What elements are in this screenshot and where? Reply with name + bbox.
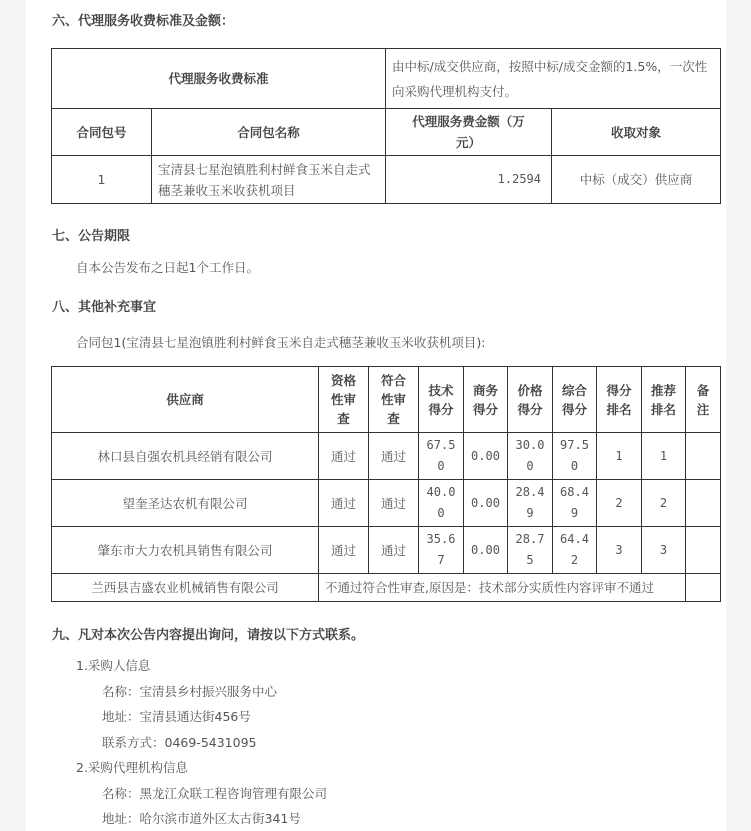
total-score: 64.42	[553, 527, 597, 574]
qualification-result: 通过	[319, 433, 369, 480]
note	[686, 574, 721, 602]
fee-standard-row	[52, 49, 721, 109]
score-rank: 3	[597, 527, 642, 574]
compliance-result: 通过	[369, 527, 419, 574]
biz-score: 0.00	[464, 527, 508, 574]
package-no: 1	[52, 156, 152, 204]
section7-text: 自本公告发布之日起1个工作日。	[76, 260, 259, 275]
score-rank: 1	[597, 433, 642, 480]
total-score: 68.49	[553, 480, 597, 527]
compliance-result: 通过	[369, 480, 419, 527]
failure-reason: 不通过符合性审查,原因是：技术部分实质性内容评审不通过	[319, 574, 686, 602]
header-qualification: 资格性审查	[319, 367, 369, 433]
purchaser-address: 地址：宝清县通达街456号	[102, 709, 251, 724]
header-supplier: 供应商	[52, 367, 319, 433]
failed-supplier-row	[52, 574, 721, 602]
header-price-score: 价格得分	[508, 367, 553, 433]
qualification-result: 通过	[319, 527, 369, 574]
biz-score: 0.00	[464, 480, 508, 527]
header-recommend-rank: 推荐排名	[642, 367, 686, 433]
table-row	[52, 527, 721, 574]
total-score: 97.50	[553, 433, 597, 480]
agency-heading: 2.采购代理机构信息	[76, 760, 188, 775]
payer: 中标（成交）供应商	[552, 156, 721, 204]
compliance-result: 通过	[369, 433, 419, 480]
evaluation-table	[51, 366, 721, 602]
supplier-name: 林口县自强农机具经销有限公司	[52, 433, 319, 480]
price-score: 28.75	[508, 527, 553, 574]
table-row	[52, 433, 721, 480]
purchaser-contact: 联系方式：0469-5431095	[102, 735, 257, 750]
header-compliance: 符合性审查	[369, 367, 419, 433]
table-row	[52, 156, 721, 204]
header-fee-amount: 代理服务费金额（万元）	[386, 109, 552, 156]
header-tech-score: 技术得分	[419, 367, 464, 433]
agency-name: 名称：黑龙江众联工程咨询管理有限公司	[102, 786, 328, 801]
section9-title: 九、凡对本次公告内容提出询问，请按以下方式联系。	[52, 628, 365, 643]
section7-title: 七、公告期限	[52, 229, 131, 244]
supplier-name: 兰西县吉盛农业机械销售有限公司	[52, 574, 319, 602]
fee-standard-text: 由中标/成交供应商，按照中标/成交金额的1.5%，一次性向采购代理机构支付。	[386, 49, 721, 109]
supplier-name: 望奎圣达农机有限公司	[52, 480, 319, 527]
purchaser-heading: 1.采购人信息	[76, 658, 151, 673]
recommend-rank: 1	[642, 433, 686, 480]
recommend-rank: 3	[642, 527, 686, 574]
agency-address: 地址：哈尔滨市道外区太古街341号	[102, 811, 301, 826]
header-payer: 收取对象	[552, 109, 721, 156]
header-biz-score: 商务得分	[464, 367, 508, 433]
fee-header-row	[52, 109, 721, 156]
purchaser-name: 名称：宝清县乡村振兴服务中心	[102, 684, 278, 699]
evaluation-header-row	[52, 367, 721, 433]
note	[686, 480, 721, 527]
header-package-no: 合同包号	[52, 109, 152, 156]
score-rank: 2	[597, 480, 642, 527]
biz-score: 0.00	[464, 433, 508, 480]
section8-title: 八、其他补充事宜	[52, 300, 157, 315]
recommend-rank: 2	[642, 480, 686, 527]
tech-score: 35.67	[419, 527, 464, 574]
tech-score: 67.50	[419, 433, 464, 480]
fee-standard-label: 代理服务收费标准	[52, 49, 386, 109]
header-score-rank: 得分排名	[597, 367, 642, 433]
package-name: 宝清县七星泡镇胜利村鲜食玉米自走式穗茎兼收玉米收获机项目	[152, 156, 386, 204]
section6-title: 六、代理服务收费标准及金额：	[52, 14, 235, 29]
agency-fee-table	[51, 48, 721, 204]
note	[686, 527, 721, 574]
table-row	[52, 480, 721, 527]
price-score: 28.49	[508, 480, 553, 527]
section8-intro: 合同包1(宝清县七星泡镇胜利村鲜食玉米自走式穗茎兼收玉米收获机项目):	[76, 335, 486, 350]
header-note: 备注	[686, 367, 721, 433]
fee-amount: 1.2594	[386, 156, 552, 204]
supplier-name: 肇东市大力农机具销售有限公司	[52, 527, 319, 574]
header-package-name: 合同包名称	[152, 109, 386, 156]
tech-score: 40.00	[419, 480, 464, 527]
qualification-result: 通过	[319, 480, 369, 527]
note	[686, 433, 721, 480]
price-score: 30.00	[508, 433, 553, 480]
header-total-score: 综合得分	[553, 367, 597, 433]
